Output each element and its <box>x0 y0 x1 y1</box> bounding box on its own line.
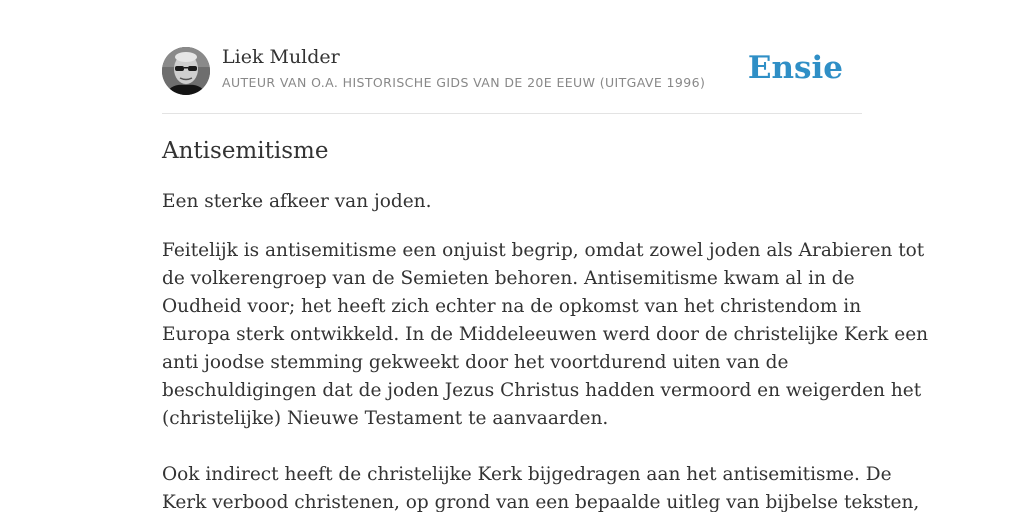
article-lead: Een sterke afkeer van joden. <box>162 191 432 212</box>
author-portrait-image <box>162 47 210 95</box>
article-body <box>162 237 929 512</box>
author-description: AUTEUR VAN O.A. HISTORISCHE GIDS VAN DE 20E EEUW (UITGAVE 1996) <box>222 75 706 90</box>
author-name[interactable]: Liek Mulder <box>222 46 340 68</box>
author-header <box>162 0 862 114</box>
paragraph-2-line: Ook indirect heeft de christelijke Kerk bijgedragen aan het antisemitisme. De <box>162 464 892 485</box>
paragraph-1-line: beschuldigingen dat de joden Jezus Christus hadden vermoord en weigerden het <box>162 380 922 401</box>
paragraph-2-line: Kerk verbood christenen, op grond van een bepaalde uitleg van bijbelse teksten, <box>162 492 920 512</box>
paragraph-1-line: Oudheid voor; het heeft zich echter na de opkomst van het christendom in <box>162 296 862 317</box>
paragraph-1-line: (christelijke) Nieuwe Testament te aanvaarden. <box>162 408 609 429</box>
paragraph-gap <box>162 433 862 461</box>
ensie-logo[interactable]: Ensie <box>747 50 843 86</box>
article-title: Antisemitisme <box>162 138 329 164</box>
paragraph-1-line: de volkerengroep van de Semieten behoren. Antisemitisme kwam al in de <box>162 268 855 289</box>
article-container <box>162 0 929 512</box>
paragraph-1-line: anti joodse stemming gekweekt door het voortdurend uiten van de <box>162 352 789 373</box>
paragraph-1-line: Feitelijk is antisemitisme een onjuist begrip, omdat zowel joden als Arabieren tot <box>162 240 925 261</box>
author-avatar[interactable] <box>162 47 210 95</box>
paragraph-1-line: Europa sterk ontwikkeld. In de Middeleeuwen werd door de christelijke Kerk een <box>162 324 929 345</box>
